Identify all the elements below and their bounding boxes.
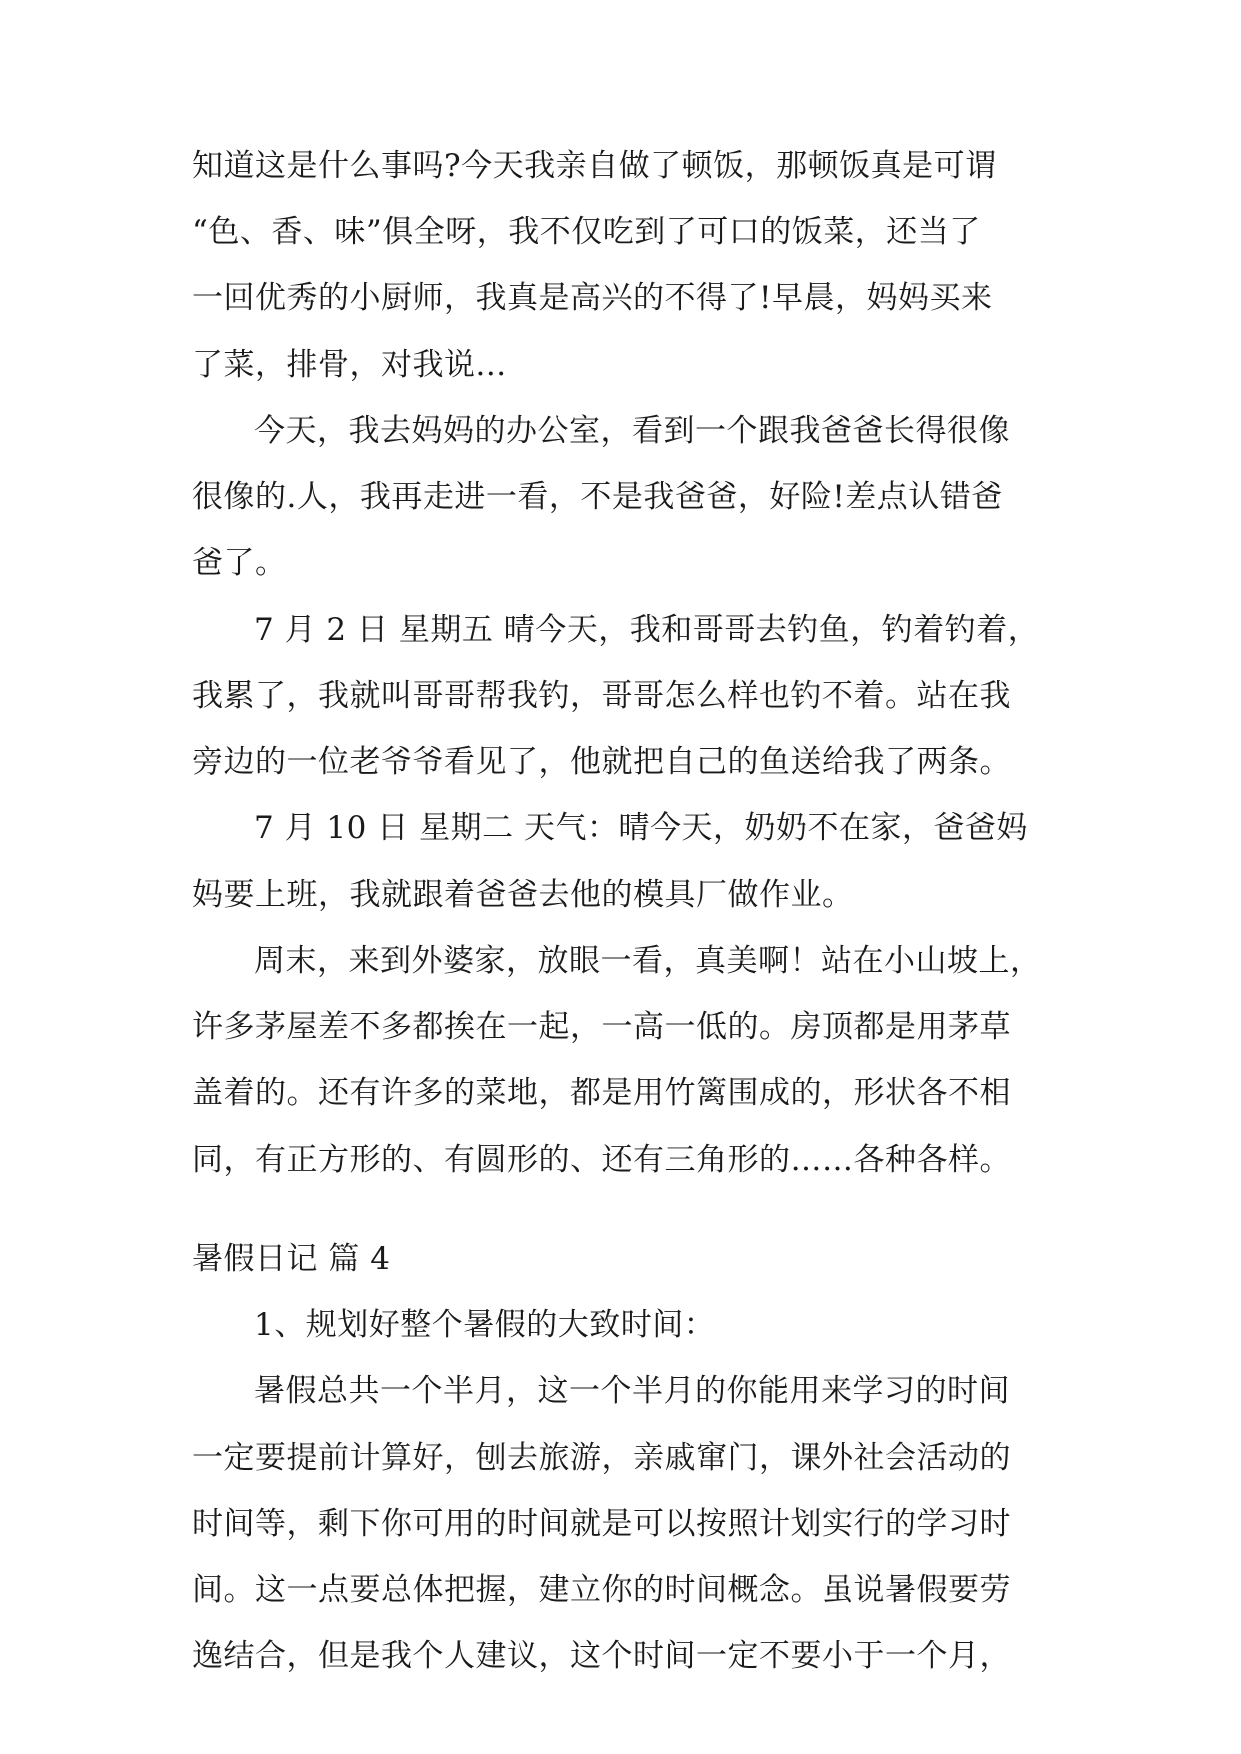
text-line-23: 逸结合，但是我个人建议，这个时间一定不要小于一个月， [192, 1638, 1011, 1674]
text-line-4: 了菜，排骨，对我说... [192, 347, 507, 383]
text-line-14: 许多茅屋差不多都挨在一起，一高一低的。房顶都是用茅草 [192, 1009, 1011, 1045]
text-line-6: 很像的.人，我再走进一看，不是我爸爸，好险!差点认错爸 [192, 479, 1003, 515]
list-item-1: 1、规划好整个暑假的大致时间： [254, 1307, 716, 1343]
text-line-15: 盖着的。还有许多的菜地，都是用竹篱围成的，形状各不相 [192, 1075, 1011, 1111]
text-line-9: 我累了，我就叫哥哥帮我钓，哥哥怎么样也钓不着。站在我 [192, 678, 1011, 714]
text-line-1: 知道这是什么事吗?今天我亲自做了顿饭，那顿饭真是可谓 [192, 148, 997, 184]
paragraph-factory-start: 7 月 10 日 星期二 天气：晴今天，奶奶不在家，爸爸妈 [254, 810, 1028, 846]
text-line-20: 一定要提前计算好，刨去旅游，亲戚窜门，课外社会活动的 [192, 1440, 1011, 1476]
paragraph-office-start: 今天，我去妈妈的办公室，看到一个跟我爸爸长得很像 [254, 413, 1010, 449]
paragraph-grandma-start: 周末，来到外婆家，放眼一看，真美啊！站在小山坡上， [254, 943, 1042, 979]
paragraph-plan-start: 暑假总共一个半月，这一个半月的你能用来学习的时间 [254, 1373, 1010, 1409]
text-line-12: 妈要上班，我就跟着爸爸去他的模具厂做作业。 [192, 877, 854, 913]
section-heading: 暑假日记 篇 4 [192, 1241, 391, 1277]
text-line-22: 间。这一点要总体把握，建立你的时间概念。虽说暑假要劳 [192, 1572, 1011, 1608]
text-line-10: 旁边的一位老爷爷看见了，他就把自己的鱼送给我了两条。 [192, 744, 1011, 780]
text-line-21: 时间等，剩下你可用的时间就是可以按照计划实行的学习时 [192, 1506, 1011, 1542]
text-line-16: 同，有正方形的、有圆形的、还有三角形的……各种各样。 [192, 1142, 1011, 1178]
paragraph-fishing-start: 7 月 2 日 星期五 晴今天，我和哥哥去钓鱼，钓着钓着， [254, 612, 1040, 648]
text-line-2: “色、香、味”俱全呀，我不仅吃到了可口的饭菜，还当了 [192, 214, 981, 250]
text-line-3: 一回优秀的小厨师，我真是高兴的不得了!早晨，妈妈买来 [192, 280, 993, 316]
text-line-7: 爸了。 [192, 545, 287, 581]
